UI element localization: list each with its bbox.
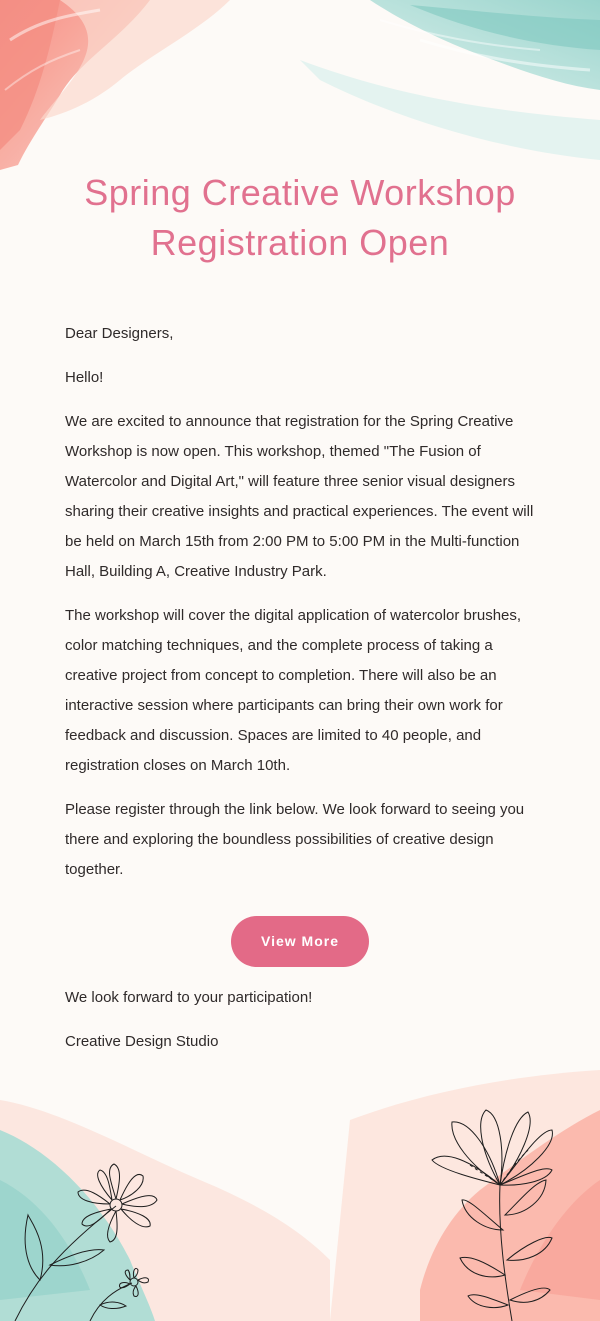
title-line-2: Registration Open — [150, 222, 450, 263]
cta-container — [0, 916, 600, 967]
bottom-right-watercolor-stroke — [330, 1070, 600, 1321]
signature: Creative Design Studio — [65, 1033, 219, 1050]
title-line-1: Spring Creative Workshop — [84, 172, 516, 213]
top-left-watercolor-stroke — [0, 0, 230, 170]
view-more-button[interactable]: View More — [231, 916, 369, 967]
hello-line: Hello! — [65, 369, 104, 386]
top-right-watercolor-stroke — [300, 0, 600, 160]
paragraph-details: The workshop will cover the digital application of watercolor brushes, color matching techniques, and the complete process of taking a creative project from concept to completion. There will also be an interactive session where participants can bring their own work for feedback and discussion. Spaces are limited to 40 people, and registration closes on March 10th. — [65, 607, 522, 774]
paragraph-announcement: We are excited to announce that registration for the Spring Creative Workshop is now open. This workshop, themed "The Fusion of Watercolor and Digital Art," will feature three senior visual designers sharing their creative insights and practical experiences. The event will be held on March 15th from 2:00 PM to 5:00 PM in the Multi-function Hall, Building A, Creative Industry Park. — [65, 413, 534, 580]
closing-line: We look forward to your participation! — [65, 989, 313, 1006]
page-title — [0, 168, 600, 268]
greeting: Dear Designers, — [65, 325, 174, 342]
paragraph-call-to-action: Please register through the link below. We look forward to seeing you there and exploring the boundless possibilities of creative design together. — [65, 801, 525, 878]
closing-section — [65, 983, 537, 1071]
bottom-left-watercolor-stroke — [0, 1100, 330, 1321]
letter-body — [65, 319, 537, 899]
